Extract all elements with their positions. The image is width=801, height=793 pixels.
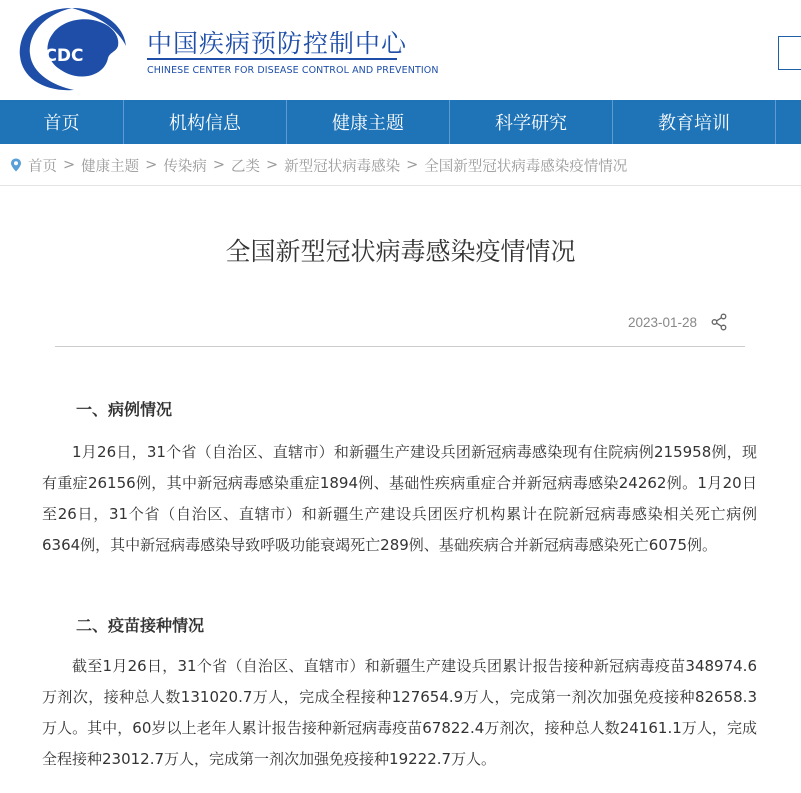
nav-item-more[interactable] xyxy=(776,100,801,144)
meta-divider xyxy=(55,346,745,347)
article-title: 全国新型冠状病毒感染疫情情况 xyxy=(225,237,576,266)
main-nav xyxy=(0,100,801,144)
share-icon[interactable] xyxy=(711,313,727,331)
nav-item-institution-info[interactable]: 机构信息 xyxy=(124,100,287,144)
nav-item-home[interactable]: 首页 xyxy=(0,100,124,144)
breadcrumb xyxy=(10,153,627,177)
site-subtitle: CHINESE CENTER FOR DISEASE CONTROL AND PREVENTION xyxy=(147,65,439,76)
publish-date: 2023-01-28 xyxy=(628,314,698,330)
section-heading-vaccination: 二、疫苗接种情况 xyxy=(76,616,205,635)
article-meta xyxy=(628,313,727,331)
breadcrumb-separator: > xyxy=(145,157,158,173)
breadcrumb-divider xyxy=(0,185,801,186)
breadcrumb-separator: > xyxy=(406,157,419,173)
site-title[interactable]: 中国疾病预防控制中心 xyxy=(147,29,408,58)
logo-text: CDC xyxy=(44,46,84,66)
title-divider xyxy=(147,58,397,60)
cdc-logo-icon[interactable] xyxy=(14,2,130,94)
search-input[interactable] xyxy=(778,36,801,70)
breadcrumb-home[interactable]: 首页 xyxy=(28,158,57,175)
site-header xyxy=(0,0,801,100)
breadcrumb-current[interactable]: 全国新型冠状病毒感染疫情情况 xyxy=(424,158,628,175)
section-paragraph-cases: 1月26日，31个省（自治区、直辖市）和新疆生产建设兵团新冠病毒感染现有住院病例215958例，现有重症26156例，其中新冠病毒感染重症1894例、基础性疾病重症合并新冠病毒感染24262例。1月20日至26日，31个省（自治区、直辖市）和新疆生产建设兵团医疗机构累计在院新冠病毒感染相关死亡病例6364例，其中新冠病毒感染导致呼吸功能衰竭死亡289例、基础疾病合并新冠病毒感染死亡6075例。 xyxy=(42,443,757,554)
section-heading-cases: 一、病例情况 xyxy=(76,400,173,419)
breadcrumb-class-b[interactable]: 乙类 xyxy=(230,158,260,175)
nav-item-research[interactable]: 科学研究 xyxy=(450,100,613,144)
breadcrumb-separator: > xyxy=(265,157,279,173)
breadcrumb-covid[interactable]: 新型冠状病毒感染 xyxy=(284,158,401,175)
section-paragraph-vaccination: 截至1月26日，31个省（自治区、直辖市）和新疆生产建设兵团累计报告接种新冠病毒疫苗348974.6万剂次，接种总人数131020.7万人，完成全程接种127654.9万人，完成第一剂次加强免疫接种82658.3万人。其中，60岁以上老年人累计报告接种新冠病毒疫苗67822.4万剂次，接种总人数24161.1万人，完成全程接种23012.7万人，完成第一剂次加强免疫接种19222.7万人。 xyxy=(42,657,757,768)
breadcrumb-separator: > xyxy=(63,157,76,173)
nav-item-health-topics[interactable]: 健康主题 xyxy=(287,100,450,144)
breadcrumb-separator: > xyxy=(212,157,225,173)
breadcrumb-infectious-disease[interactable]: 传染病 xyxy=(163,158,207,175)
breadcrumb-health-topics[interactable]: 健康主题 xyxy=(81,158,140,175)
location-pin-icon xyxy=(10,158,22,172)
nav-item-education[interactable]: 教育培训 xyxy=(613,100,776,144)
